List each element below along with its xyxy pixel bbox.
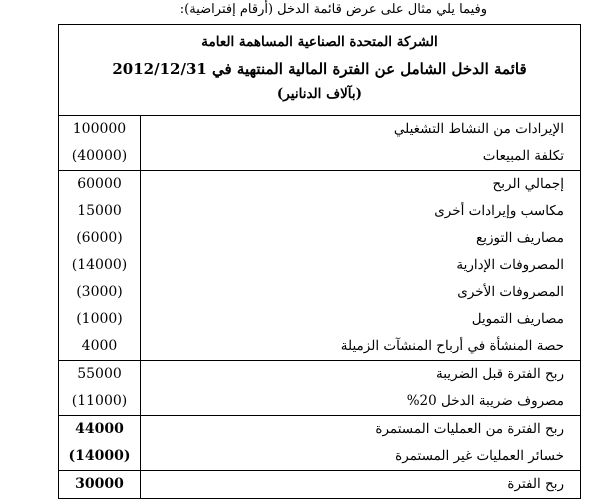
table-row	[59, 333, 580, 360]
table-row	[59, 470, 580, 498]
amount-cell: (14000)	[68, 448, 131, 464]
amount-cell: 15000	[77, 203, 122, 219]
table-row	[59, 415, 580, 443]
table-row	[59, 198, 580, 225]
amount-cell: (11000)	[71, 393, 128, 409]
table-row	[59, 225, 580, 252]
amount-cell: 55000	[77, 366, 122, 382]
label-cell: حصة المنشأة في أرباح المنشآت الزميلة	[340, 338, 564, 354]
statement-body	[59, 116, 580, 498]
label-cell: ربح الفترة من العمليات المستمرة	[375, 421, 564, 437]
label-cell: مصاريف التمويل	[471, 311, 564, 327]
table-row	[59, 170, 580, 198]
amount-cell: 100000	[72, 121, 127, 137]
currency-note: (بآلاف الدنانير)	[276, 86, 363, 102]
label-cell: خسائر العمليات غير المستمرة	[395, 448, 564, 464]
table-row	[59, 279, 580, 306]
statement-header	[59, 25, 580, 116]
label-cell: تكلفة المبيعات	[482, 148, 564, 164]
label-cell: المصروفات الأخرى	[457, 284, 564, 300]
amount-cell: 44000	[75, 421, 124, 437]
column-divider	[140, 116, 141, 498]
table-row	[59, 252, 580, 279]
amount-cell: 60000	[77, 176, 122, 192]
table-row	[59, 116, 580, 143]
income-statement-table	[58, 24, 581, 499]
table-row	[59, 443, 580, 470]
statement-title: قائمة الدخل الشامل عن الفترة المالية المنتهية في 2012/12/31	[112, 60, 527, 78]
amount-cell: (14000)	[71, 257, 128, 273]
table-row	[59, 388, 580, 415]
amount-cell: (1000)	[76, 311, 123, 327]
amount-cell: (6000)	[76, 230, 123, 246]
table-row	[59, 360, 580, 388]
amount-cell: 30000	[75, 476, 124, 492]
label-cell: مكاسب وإيرادات أخرى	[434, 203, 564, 219]
label-cell: ربح الفترة	[507, 476, 564, 492]
label-cell: المصروفات الإدارية	[456, 257, 564, 273]
company-name: الشركة المتحدة الصناعية المساهمة العامة	[201, 34, 438, 50]
label-cell: مصاريف التوزيع	[476, 230, 564, 246]
amount-cell: 4000	[81, 338, 118, 354]
label-cell: ربح الفترة قبل الضريبة	[436, 366, 564, 382]
amount-cell: (3000)	[76, 284, 123, 300]
label-cell: الإيرادات من النشاط التشغيلي	[393, 121, 564, 137]
table-row	[59, 306, 580, 333]
amount-cell: (40000)	[71, 148, 128, 164]
label-cell: مصروف ضريبة الدخل 20%	[406, 393, 564, 409]
table-row	[59, 143, 580, 170]
label-cell: إجمالي الربح	[492, 176, 564, 192]
intro-text: وفيما يلي مثال على عرض قائمة الدخل (أرقام إفتراضية):	[179, 2, 487, 17]
